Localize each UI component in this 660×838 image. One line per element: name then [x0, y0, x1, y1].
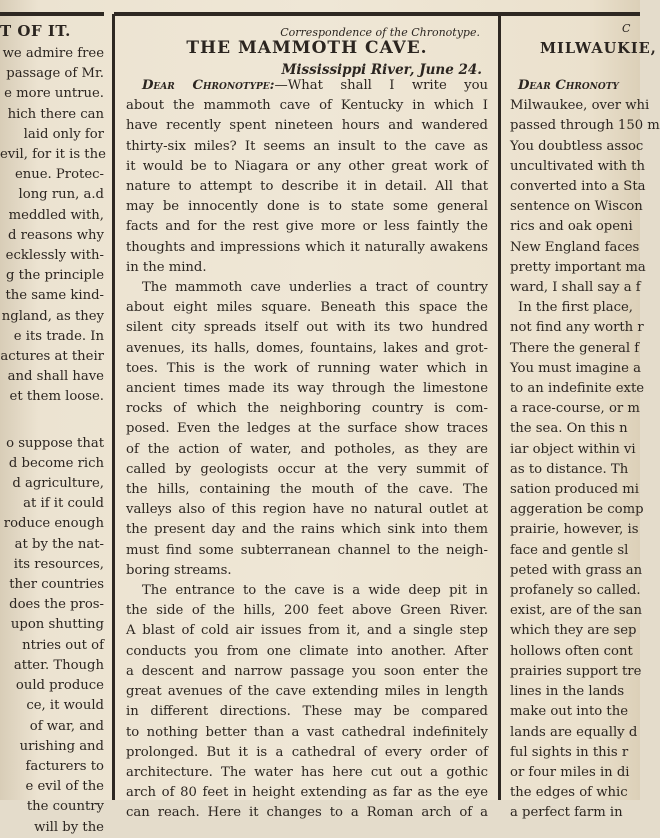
text-line: conducts you from one climate into another. After — [126, 643, 488, 659]
text-line: facturers to — [25, 758, 104, 774]
text-line: the same kind- — [5, 288, 104, 304]
text-line: meddled with, — [8, 207, 104, 223]
left-column-text — [0, 44, 104, 838]
text-line: A blast of cold air issues from it, and a single step — [126, 623, 488, 639]
text-line: d become rich — [8, 455, 104, 471]
text-line: o suppose that — [6, 435, 104, 451]
text-line: a perfect farm in — [510, 805, 623, 821]
right-column-text — [510, 76, 660, 824]
text-line: of the action of water, and potholes, as they are — [126, 441, 488, 457]
text-line: face and gentle sl — [510, 542, 629, 558]
text-line: the present day and the rains which sink into them — [126, 522, 488, 538]
text-line: lands are equally d — [510, 724, 638, 740]
salutation: Dear Chronotype: — [142, 78, 275, 93]
text-line: to an indefinite exte — [510, 381, 645, 397]
text-line: it would be to Niagara or any other great work of — [126, 158, 488, 174]
text-line: silent city spreads itself out with its two hundred — [126, 320, 488, 336]
text-line: or four miles in di — [510, 764, 630, 780]
text-line: the sea. On this n — [510, 421, 628, 437]
text-line: as to distance. Th — [510, 461, 629, 477]
text-line: g the principle — [6, 268, 104, 284]
text-line: facts and for the rest give more or less faintly the — [126, 219, 488, 235]
text-line: aggeration be comp — [510, 502, 644, 518]
left-column-heading: T OF IT. — [0, 22, 71, 40]
left-column — [0, 0, 108, 835]
right-column — [506, 0, 660, 821]
text-line: prairies support tre — [510, 663, 642, 679]
text-line: about the mammoth cave of Kentucky in which I — [126, 98, 488, 114]
text-line: e its trade. In — [13, 328, 104, 344]
text-line: exist, are of the san — [510, 603, 642, 619]
text-line: which they are sep — [510, 623, 637, 639]
text-line: New England faces — [510, 239, 640, 255]
text-line: rocks of which the neighboring country is com- — [126, 401, 488, 417]
text-line: ancient times made its way through the limestone — [126, 381, 488, 397]
text-line: ngland, as they — [1, 308, 104, 324]
text-line: converted into a Sta — [510, 179, 646, 195]
salutation: Dear Chronoty — [518, 78, 619, 93]
text-line: Milwaukee, over whi — [510, 98, 650, 114]
text-line: pretty important ma — [510, 259, 646, 275]
text-line: ther countries — [9, 577, 104, 593]
text-line: the hills, containing the mouth of the cave. The — [126, 482, 488, 498]
text-line: a race-course, or m — [510, 401, 640, 417]
text-line: ould produce — [15, 678, 104, 694]
text-line: we admire free — [2, 46, 104, 61]
text-line: boring streams. — [126, 562, 232, 578]
text-line: at if it could — [23, 496, 104, 512]
text-line: of war, and — [29, 718, 104, 734]
text-line: the edges of whic — [510, 785, 628, 801]
text-line: called by geologists occur at the very summit of — [126, 461, 488, 477]
text-line: You doubtless assoc — [510, 138, 644, 154]
text-line: rics and oak openi — [510, 219, 633, 235]
article-body — [126, 76, 488, 824]
text-line: have recently spent nineteen hours and wandered — [126, 118, 488, 134]
text-line: architecture. The water has here cut out a gothic — [126, 764, 488, 780]
column-rule-right — [498, 14, 501, 800]
correspondence-line: Correspondence of the Chronotype. — [280, 26, 480, 39]
text-line: profanely so called. — [510, 583, 641, 599]
text-line: laid only for — [23, 126, 104, 142]
text-line: enue. Protec- — [14, 167, 104, 183]
text-line: will by the — [34, 819, 104, 835]
text-line: and shall have — [7, 369, 104, 385]
text-line: atter. Though — [13, 657, 104, 673]
text-line: hollows often cont — [510, 643, 633, 659]
text-line: can reach. Here it changes to a Roman arch of a — [126, 805, 488, 821]
text-line: thoughts and impressions which it naturally awakens — [126, 239, 488, 255]
text-line: nature to attempt to describe it in detail. All that — [126, 179, 488, 195]
text-line: toes. This is the work of running water which in — [126, 360, 488, 376]
article-title: THE MAMMOTH CAVE. — [186, 38, 428, 58]
middle-column — [120, 0, 494, 821]
text-line: lines in the lands — [510, 684, 625, 700]
text-line: in the mind. — [126, 259, 207, 275]
text-line: not find any worth r — [510, 320, 644, 336]
text-line: sentence on Wiscon — [510, 199, 643, 215]
text-line: urishing and — [19, 738, 104, 754]
text-line: prairie, however, is — [510, 522, 639, 538]
text-line: ful sights in this r — [510, 744, 629, 760]
text-line: valleys also of this region have no natural outlet at — [126, 502, 488, 518]
text-line: e evil of the — [25, 779, 104, 795]
text-line: sation produced mi — [510, 482, 639, 498]
text-line: peted with grass an — [510, 562, 643, 578]
text-line: In the first place, — [518, 300, 633, 316]
text-line: may be innocently done is to state some general — [126, 199, 488, 215]
text-line: make out into the — [510, 704, 629, 720]
text-line: long run, a.d — [18, 187, 104, 203]
text-line: ce, it would — [26, 698, 104, 714]
text-line: d reasons why — [8, 227, 104, 243]
text-line: in different directions. These may be compared — [126, 704, 488, 720]
text-line: its resources, — [13, 556, 104, 572]
text-line: actures at their — [0, 349, 104, 365]
text-line: passage of Mr. — [6, 66, 104, 82]
text-line: You must imagine a — [510, 360, 642, 376]
text-line: prolonged. But it is a cathedral of every order of — [126, 744, 488, 760]
text-line: posed. Even the ledges at the surface show traces — [126, 421, 488, 437]
text-line: great avenues of the cave extending miles in length — [126, 684, 488, 700]
text-line: The mammoth cave underlies a tract of country — [142, 280, 488, 296]
text-line: does the pros- — [9, 597, 104, 613]
text-line: evil, for it is the — [0, 147, 106, 163]
text-line — [510, 76, 650, 96]
text-line: Dear Chronotype:—What shall I write you — [142, 78, 489, 93]
text-line: roduce enough — [3, 516, 104, 532]
text-line: must find some subterranean channel to the neigh- — [126, 542, 488, 558]
text-line: upon shutting — [10, 617, 104, 633]
text-line: hich there can — [7, 106, 104, 122]
column-rule-left — [112, 14, 115, 800]
right-corner-text: C — [622, 22, 631, 35]
text-line: to nothing better than a vast cathedral indefinitely — [126, 724, 488, 740]
text-line: ecklessly with- — [5, 248, 104, 264]
text-line: a descent and narrow passage you soon enter the — [126, 663, 488, 679]
text-line: at by the nat- — [14, 536, 104, 552]
text-line: about eight miles square. Beneath this space the — [126, 300, 488, 316]
text-line: the country — [26, 799, 104, 815]
text-line: The entrance to the cave is a wide deep pit in — [142, 583, 488, 599]
text-line: ntries out of — [22, 637, 104, 653]
paragraph-gap — [0, 408, 104, 434]
text-line: thirty-six miles? It seems an insult to the cave as — [126, 138, 488, 154]
text-line: the side of the hills, 200 feet above Green River. — [126, 603, 488, 619]
text-line: uncultivated with th — [510, 158, 645, 174]
text-line: passed through 150 m — [510, 118, 660, 134]
text-line: avenues, its halls, domes, fountains, lakes and grot- — [126, 340, 488, 356]
article-dateline: Mississippi River, June 24. — [281, 62, 482, 78]
text-line: ward, I shall say a f — [510, 280, 641, 296]
text-line: et them loose. — [9, 389, 104, 405]
right-column-heading: MILWAUKIE, — [540, 40, 657, 57]
text-line: e more untrue. — [4, 86, 104, 102]
text-line: arch of 80 feet in height extending as far as the eye — [126, 785, 488, 801]
text-line: There the general f — [510, 340, 640, 356]
text-line: d agriculture, — [12, 476, 104, 492]
text-line: iar object within vi — [510, 441, 636, 457]
